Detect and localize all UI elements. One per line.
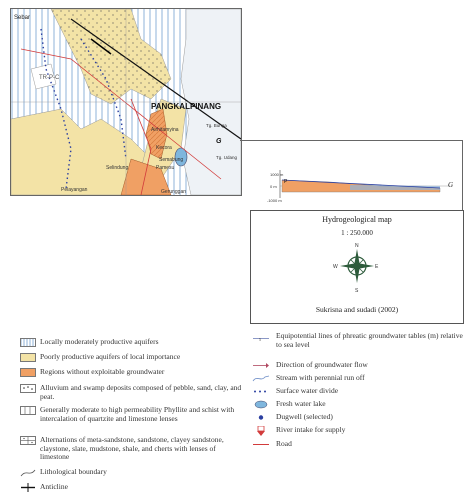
- dugwell-icon: [252, 413, 270, 422]
- place-label: Sebar: [14, 15, 31, 21]
- metasandstone-swatch-icon: [20, 436, 36, 445]
- section-tick: 0 m: [270, 184, 277, 189]
- phyllite-swatch-icon: [20, 406, 36, 415]
- place-label: Tg. Udang: [216, 155, 238, 160]
- cross-section: [250, 162, 463, 204]
- lake-icon: [252, 400, 270, 409]
- orange-swatch-icon: [20, 368, 36, 377]
- map-title: Hydrogeological map: [322, 215, 392, 224]
- map-info-box: [250, 210, 464, 324]
- place-label: Pelayangan: [61, 187, 88, 193]
- place-label: Pamesu: [156, 165, 175, 171]
- place-label: TR-P-C: [39, 75, 60, 81]
- place-label: Selindung: [106, 165, 129, 171]
- section-tick: 1000 m: [270, 172, 284, 177]
- section-label-p: P: [284, 179, 288, 185]
- svg-text:5: 5: [259, 337, 261, 342]
- map-source: Sukrisna and sudadi (2002): [315, 305, 399, 314]
- place-label: Kecora: [156, 145, 172, 151]
- compass-e: E: [375, 264, 379, 270]
- intake-icon: [252, 426, 270, 437]
- map-canvas: [11, 9, 241, 195]
- compass-w: W: [333, 264, 338, 270]
- section-label-g: G: [448, 181, 454, 189]
- compass-rose: [333, 239, 381, 293]
- place-label: Gerunggan: [161, 189, 187, 195]
- flow-arrow-icon: [252, 361, 270, 370]
- compass-n: N: [355, 243, 359, 249]
- place-label: Semabung: [159, 157, 184, 163]
- anticline-icon: [20, 483, 36, 492]
- hydrogeological-map: [10, 8, 242, 196]
- place-label: Tg. Bunga: [206, 123, 227, 128]
- divide-icon: [252, 387, 270, 396]
- yellow-swatch-icon: [20, 353, 36, 362]
- frame-line: [240, 140, 462, 141]
- compass-s: S: [355, 288, 359, 293]
- city-label: PANGKALPINANG: [151, 102, 222, 111]
- road-icon: [252, 440, 270, 449]
- g-marker: G: [216, 138, 222, 145]
- stream-icon: [252, 374, 270, 383]
- compass-icon: [333, 239, 381, 293]
- map-scale: 1 : 250.000: [341, 229, 373, 237]
- boundary-swatch-icon: [20, 468, 36, 477]
- cross-section-canvas: [250, 162, 463, 204]
- equipotential-icon: [252, 334, 270, 343]
- alluvium-swatch-icon: [20, 384, 36, 393]
- section-tick: -1000 m: [267, 198, 282, 203]
- aquifer-swatch-icon: [20, 338, 36, 347]
- place-label: Airhitamyina: [151, 127, 179, 133]
